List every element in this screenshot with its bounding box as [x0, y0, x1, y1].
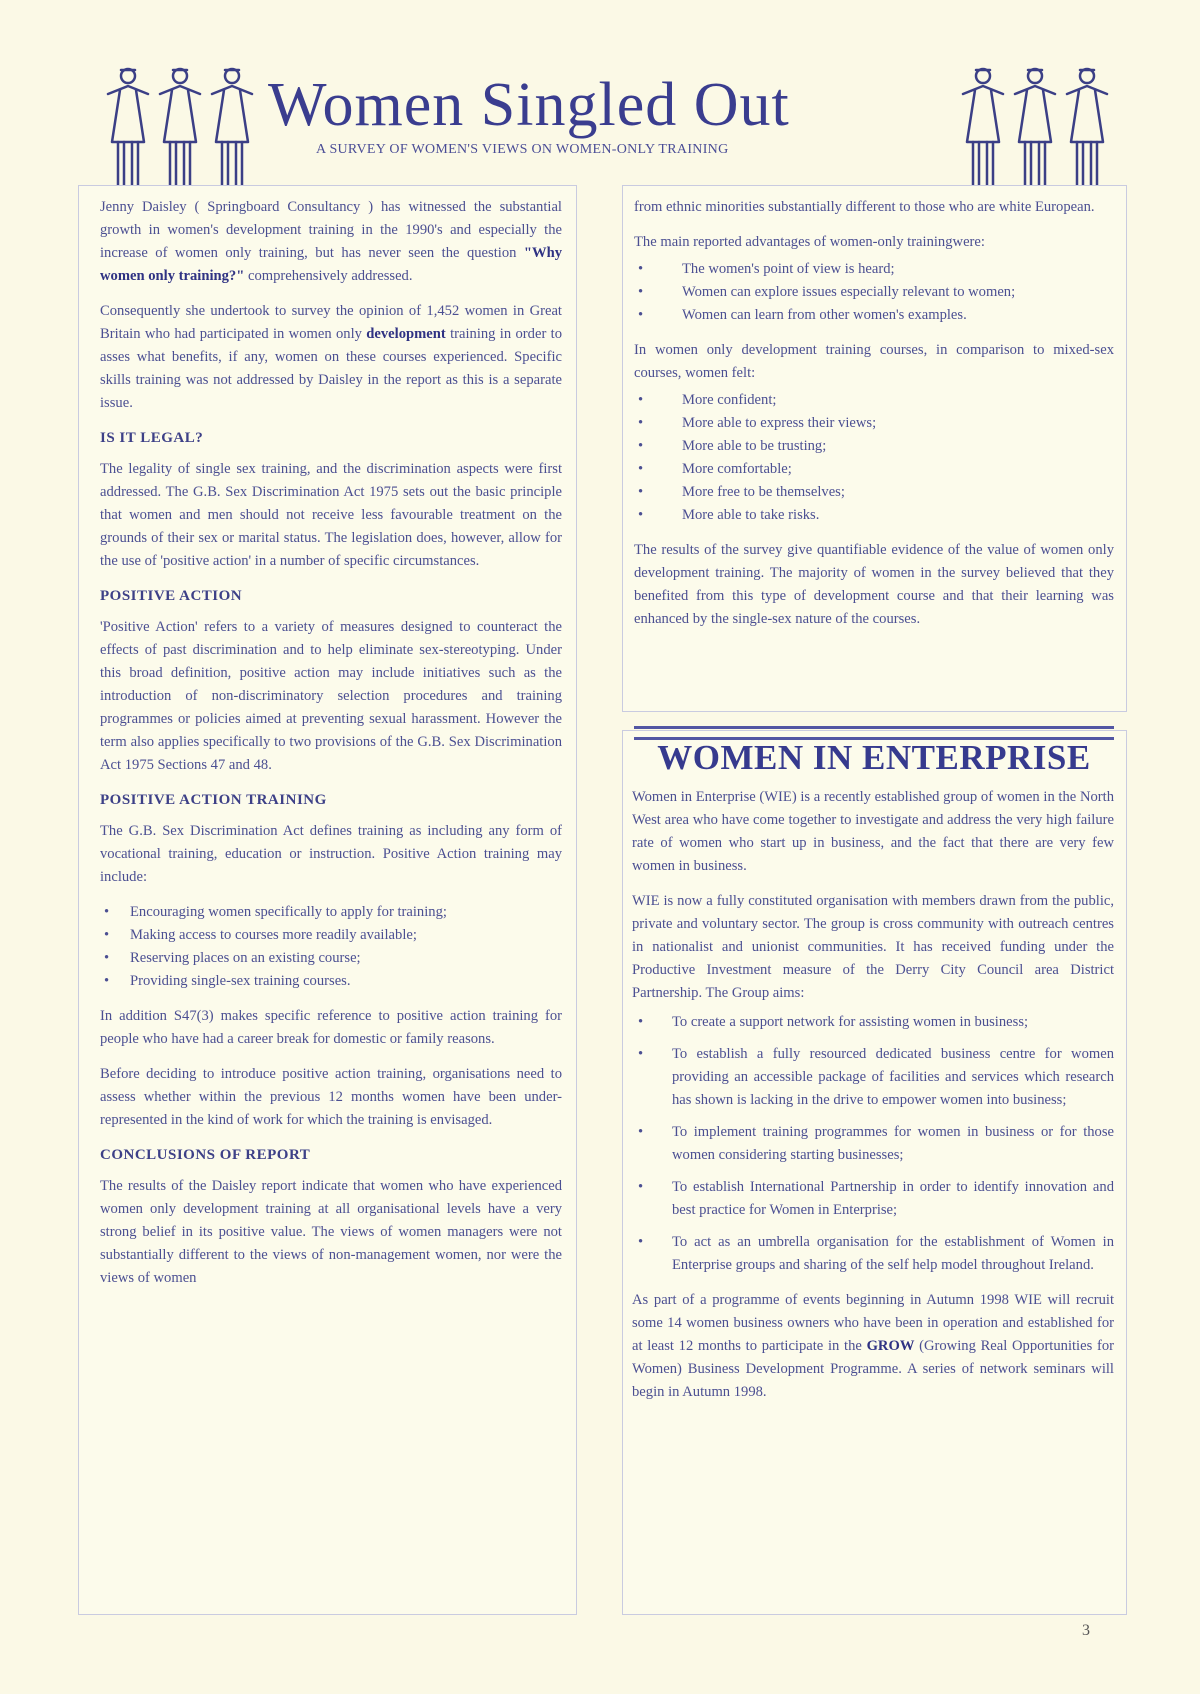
- grow-text: As part of a programme of events beginning in Autumn 1998 WIE will recruit some 14 women business owners who have been in operation and established for at least 12 months to participate in the: [632, 1292, 1114, 1354]
- intro-text-end: comprehensively addressed.: [244, 268, 413, 284]
- list-item: • More confident;: [634, 389, 1114, 412]
- list-item: • To establish a fully resourced dedicated business centre for women providing an accessible package of facilities and services which research has shown is lacking in the drive to empower women into business;: [632, 1043, 1114, 1112]
- women-figures-left-icon: [100, 62, 270, 192]
- results-paragraph: The results of the survey give quantifiable evidence of the value of women only development training. The majority of women in the survey believed that they benefited from this type of development course and that their learning was enhanced by the single-sex nature of the courses.: [634, 542, 1114, 627]
- heading-is-it-legal: IS IT LEGAL?: [100, 430, 204, 446]
- felt-intro: In women only development training courses, in comparison to mixed-sex courses, women felt:: [634, 342, 1114, 381]
- grow-emphasis: GROW: [866, 1338, 915, 1354]
- wie-paragraph-2: WIE is now a fully constituted organisation with members drawn from the public, private and voluntary sector. The group is cross community with outreach centres in nationalist and unionist communities. It has received funding under the Productive Investment measure of the Derry City Council area District Partnership. The Group aims:: [632, 893, 1114, 1001]
- intro-paragraph-1: [100, 196, 562, 288]
- left-column: [100, 196, 562, 1302]
- page-number: 3: [1082, 1622, 1090, 1639]
- advantages-list: [634, 258, 1114, 327]
- list-item: • Encouraging women specifically to apply for training;: [100, 901, 562, 924]
- heading-positive-action-training: POSITIVE ACTION TRAINING: [100, 792, 327, 808]
- list-item: • Providing single-sex training courses.: [100, 970, 562, 993]
- list-item: • More able to take risks.: [634, 504, 1114, 527]
- wie-paragraph-3: [632, 1289, 1114, 1404]
- list-item: • More free to be themselves;: [634, 481, 1114, 504]
- training-paragraph: The G.B. Sex Discrimination Act defines training as including any form of vocational training, education or instruction. Positive Action training may include:: [100, 823, 562, 885]
- heading-positive-action: POSITIVE ACTION: [100, 588, 243, 604]
- list-item: • To implement training programmes for women in business or for those women considering starting businesses;: [632, 1121, 1114, 1167]
- development-emphasis: development: [366, 326, 446, 342]
- right-column-bottom: [632, 786, 1114, 1416]
- heading-conclusions: CONCLUSIONS OF REPORT: [100, 1147, 311, 1163]
- wie-heading: WOMEN IN ENTERPRISE: [657, 738, 1091, 777]
- list-item: • Reserving places on an existing course;: [100, 947, 562, 970]
- positive-action-paragraph: 'Positive Action' refers to a variety of measures designed to counteract the effects of past discrimination and to help eliminate sex-stereotyping. Under this broad definition, positive action may include initiatives such as the introduction of non-discriminatory selection procedures and training programmes or policies aimed at preventing sexual harassment. However the term also applies specifically to two provisions of the G.B. Sex Discrimination Act 1975 Sections 47 and 48.: [100, 619, 562, 773]
- page-subtitle: A SURVEY OF WOMEN'S VIEWS ON WOMEN-ONLY TRAINING: [316, 142, 729, 157]
- grow-text-end: (Growing Real Opportunities for Women) Business Development Programme. A series of network seminars will begin in Autumn 1998.: [632, 1338, 1114, 1400]
- training-list: [100, 901, 562, 993]
- survey-text-end: training in order to asses what benefits, if any, women on these courses experienced. Specific skills training was not addressed by Daisley in the report as this is a separate issue.: [100, 326, 562, 411]
- conclusions-paragraph: The results of the Daisley report indicate that women who have experienced women only development training at all organisational levels have a very strong belief in its positive value. The views of women managers were not substantially different to the views of non-management women, nor were the views of women: [100, 1178, 562, 1286]
- women-figures-right-icon: [955, 62, 1125, 192]
- intro-paragraph-2: [100, 300, 562, 415]
- survey-text: Consequently she undertook to survey the opinion of 1,452 women in Great Britain who had participated in women only: [100, 303, 562, 342]
- wie-paragraph-1: Women in Enterprise (WIE) is a recently established group of women in the North West area who have come together to investigate and address the very high failure rate of women who start up in business, and the fact that there are very few women in business.: [632, 789, 1114, 874]
- list-item: • To create a support network for assisting women in business;: [632, 1011, 1114, 1034]
- intro-question: "Why women only training?": [100, 245, 562, 284]
- intro-text: Jenny Daisley ( Springboard Consultancy ) has witnessed the substantial growth in women's development training in the 1990's and especially the increase of women only training, but has never seen the question: [100, 199, 562, 261]
- list-item: • Women can learn from other women's examples.: [634, 304, 1114, 327]
- list-item: • Women can explore issues especially relevant to women;: [634, 281, 1114, 304]
- list-item: • To establish International Partnership in order to identify innovation and best practice for Women in Enterprise;: [632, 1176, 1114, 1222]
- list-item: • More comfortable;: [634, 458, 1114, 481]
- right-column-top: [634, 196, 1114, 643]
- before-deciding-paragraph: Before deciding to introduce positive action training, organisations need to assess whether within the previous 12 months women have been under-represented in the kind of work for which the training is envisaged.: [100, 1066, 562, 1128]
- addition-paragraph: In addition S47(3) makes specific reference to positive action training for people who have had a career break for domestic or family reasons.: [100, 1008, 562, 1047]
- continued-paragraph: from ethnic minorities substantially different to those who are white European.: [634, 199, 1095, 215]
- wie-aims-list: [632, 1011, 1114, 1277]
- list-item: • Making access to courses more readily available;: [100, 924, 562, 947]
- felt-list: [634, 389, 1114, 527]
- advantages-intro: The main reported advantages of women-only trainingwere:: [634, 234, 985, 250]
- list-item: • The women's point of view is heard;: [634, 258, 1114, 281]
- list-item: • More able to express their views;: [634, 412, 1114, 435]
- list-item: • To act as an umbrella organisation for the establishment of Women in Enterprise groups and sharing of the self help model throughout Ireland.: [632, 1231, 1114, 1277]
- page-title: Women Singled Out: [268, 71, 790, 139]
- legal-paragraph: The legality of single sex training, and the discrimination aspects were first addressed. The G.B. Sex Discrimination Act 1975 sets out the basic principle that women and men should not receive less favourable treatment on the grounds of their sex or marital status. The legislation does, however, allow for the use of 'positive action' in a number of specific circumstances.: [100, 461, 562, 569]
- list-item: • More able to be trusting;: [634, 435, 1114, 458]
